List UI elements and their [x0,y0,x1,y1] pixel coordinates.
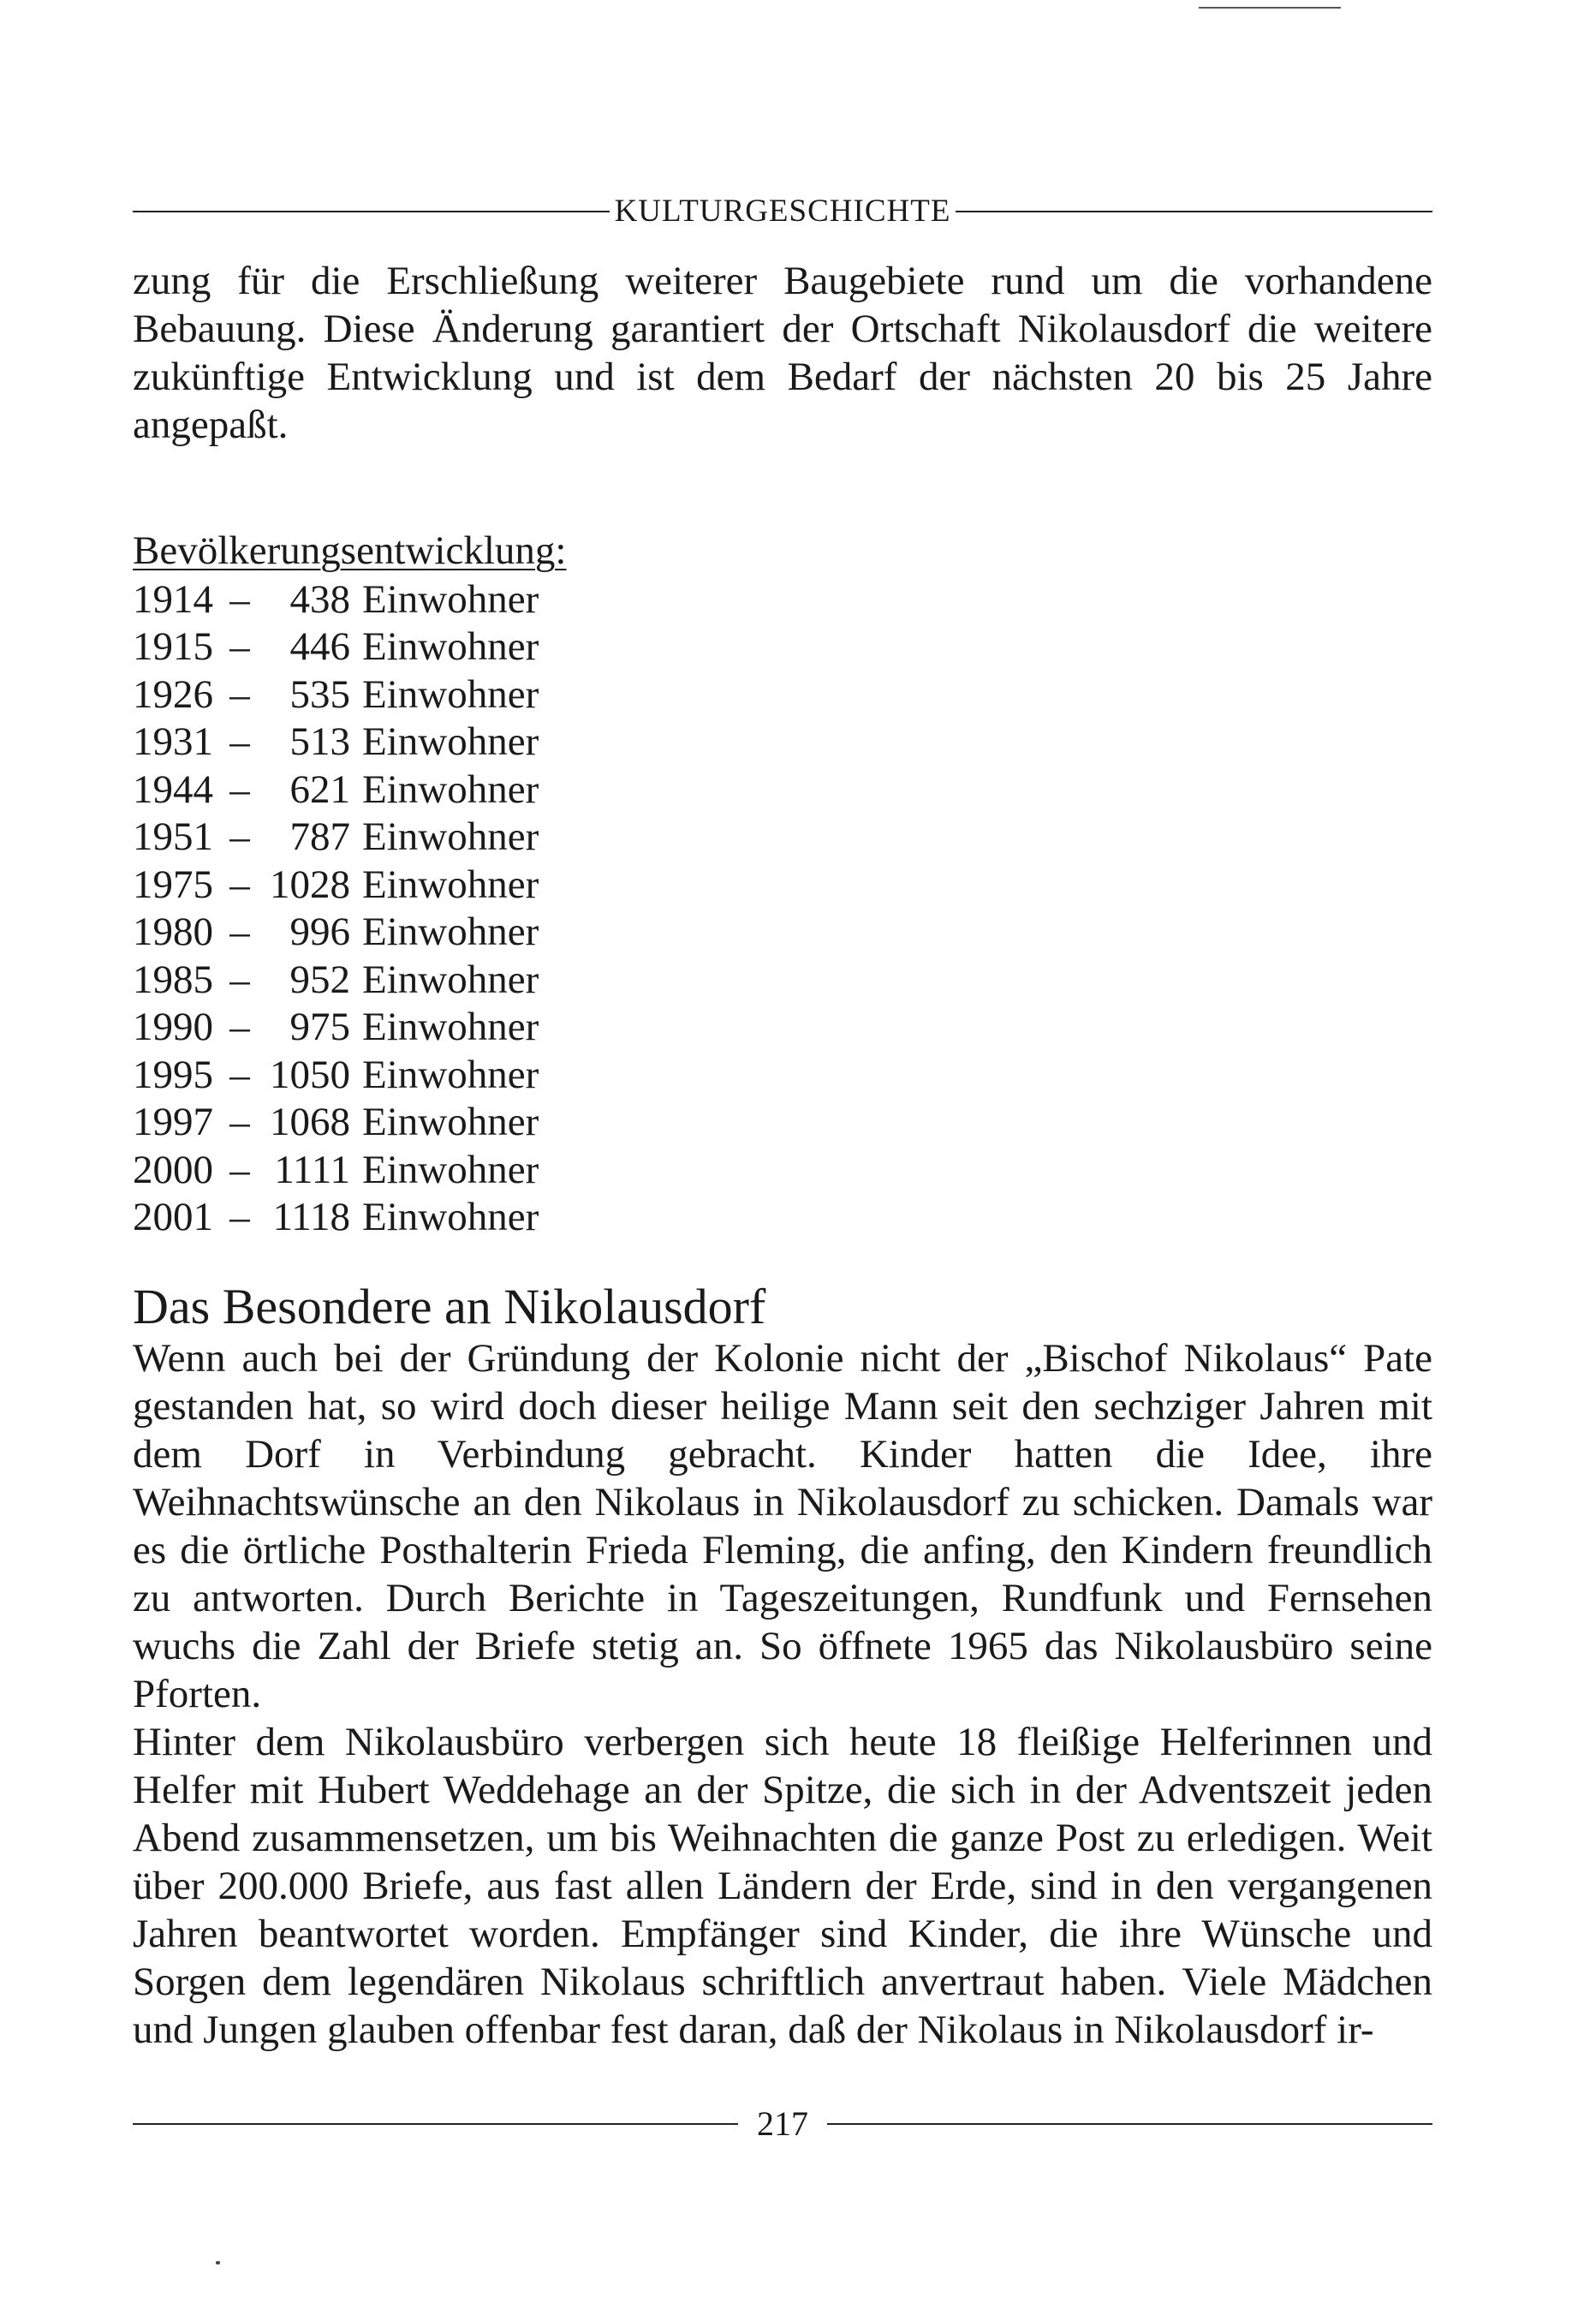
population-dash: – [229,814,250,859]
footer-rule-left [133,2123,738,2125]
population-year: 1995 [133,1052,213,1097]
population-count: 438 [289,576,350,622]
population-dash: – [229,767,250,812]
population-unit: Einwohner [362,1052,539,1097]
header-title: KULTURGESCHICHTE [614,194,951,229]
population-row [133,814,1432,862]
population-unit: Einwohner [362,814,539,859]
population-year: 1926 [133,671,213,717]
population-dash: – [229,910,250,954]
population-dash: – [229,719,250,764]
population-unit: Einwohner [362,624,539,669]
page-footer [133,2104,1432,2143]
population-dash: – [229,1147,250,1192]
population-count: 1028 [270,862,350,907]
population-list [133,528,1432,1242]
population-count: 446 [289,624,350,669]
population-unit: Einwohner [362,671,539,717]
running-header [133,195,1432,227]
population-unit: Einwohner [362,1195,539,1239]
population-unit: Einwohner [362,1005,539,1049]
page-content [133,257,1432,2054]
population-row [133,671,1432,719]
section-paragraph-2: Hinter dem Nikolausbüro verbergen sich heute 18 fleißige Helferinnen und Helfer mit Hubert Weddehage an der Spitze, die sich in der Adventszeit jeden Abend zusammensetzen, um bis Weihnachten die ganze Post zu erledigen. Weit über 200.000 Briefe, aus fast allen Ländern der Erde, sind in den vergangenen Jahren beantwortet worden. Empfänger sind Kinder, die ihre Wünsche und Sorgen dem legendären Nikolaus schriftlich anvertraut haben. Viele Mädchen und Jungen glauben offenbar fest daran, daß der Nikolaus in Nikolausdorf ir- [133,1719,1432,2052]
population-count: 787 [289,814,350,859]
population-unit: Einwohner [362,576,539,622]
population-year: 1975 [133,862,213,907]
population-year: 1915 [133,624,213,669]
population-year: 1997 [133,1100,213,1144]
population-count: 1118 [272,1195,350,1239]
population-row [133,1194,1432,1242]
population-dash: – [229,671,250,717]
population-unit: Einwohner [362,957,539,1002]
population-count: 975 [289,1005,350,1049]
scan-speck [216,2261,220,2264]
population-dash: – [229,1005,250,1049]
population-unit: Einwohner [362,862,539,907]
population-year: 1944 [133,767,213,812]
population-count: 952 [289,957,350,1002]
population-row [133,1004,1432,1052]
population-count: 1050 [270,1052,350,1097]
population-year: 2000 [133,1147,213,1192]
population-year: 1990 [133,1005,213,1049]
population-count: 513 [289,719,350,764]
population-dash: – [229,1100,250,1144]
population-year: 2001 [133,1195,213,1239]
population-unit: Einwohner [362,1147,539,1192]
population-unit: Einwohner [362,910,539,954]
population-count: 621 [289,767,350,812]
population-row [133,719,1432,767]
population-row [133,862,1432,910]
footer-rule-right [827,2123,1432,2125]
population-row [133,957,1432,1005]
population-dash: – [229,576,250,622]
population-year: 1985 [133,957,213,1002]
population-row [133,1147,1432,1195]
population-row [133,767,1432,814]
population-year: 1980 [133,910,213,954]
population-row [133,576,1432,624]
page-number: 217 [757,2104,808,2143]
population-count: 996 [289,910,350,954]
header-rule-right [956,211,1432,212]
population-year: 1931 [133,719,213,764]
population-year: 1951 [133,814,213,859]
population-count: 1068 [270,1100,350,1144]
intro-paragraph: zung für die Erschließung weiterer Baugebiete rund um die vorhandene Bebauung. Diese Änderung garantiert der Ortschaft Nikolausdorf die weitere zukünftige Entwicklung und ist dem Bedarf der nächsten 20 bis 25 Jahre angepaßt. [133,259,1432,447]
population-heading: Bevölkerungsentwicklung: [133,528,567,573]
section-paragraph-1: Wenn auch bei der Gründung der Kolonie nicht der „Bischof Nikolaus“ Pate gestanden hat, so wird doch dieser heilige Mann seit den sechziger Jahren mit dem Dorf in Verbindung gebracht. Kinder hatten die Idee, ihre Weihnachtswünsche an den Nikolaus in Nikolausdorf zu schicken. Damals war es die örtliche Posthalterin Frieda Fleming, die anfing, den Kindern freundlich zu antworten. Durch Berichte in Tageszeitungen, Rundfunk und Fernsehen wuchs die Zahl der Briefe stetig an. So öffnete 1965 das Nikolausbüro seine Pforten. [133,1335,1432,1716]
population-dash: – [229,1052,250,1097]
population-row [133,1099,1432,1147]
population-count: 535 [289,671,350,717]
population-dash: – [229,862,250,907]
section-title: Das Besondere an Nikolausdorf [133,1278,766,1334]
top-edge-rule [1199,7,1341,9]
population-year: 1914 [133,576,213,622]
population-row [133,623,1432,671]
population-unit: Einwohner [362,719,539,764]
population-unit: Einwohner [362,1100,539,1144]
population-row [133,909,1432,957]
population-dash: – [229,1195,250,1239]
population-count: 1111 [274,1147,350,1192]
header-rule-left [133,211,610,212]
population-dash: – [229,957,250,1002]
population-unit: Einwohner [362,767,539,812]
population-dash: – [229,624,250,669]
population-rows [133,576,1432,1242]
population-row [133,1052,1432,1100]
